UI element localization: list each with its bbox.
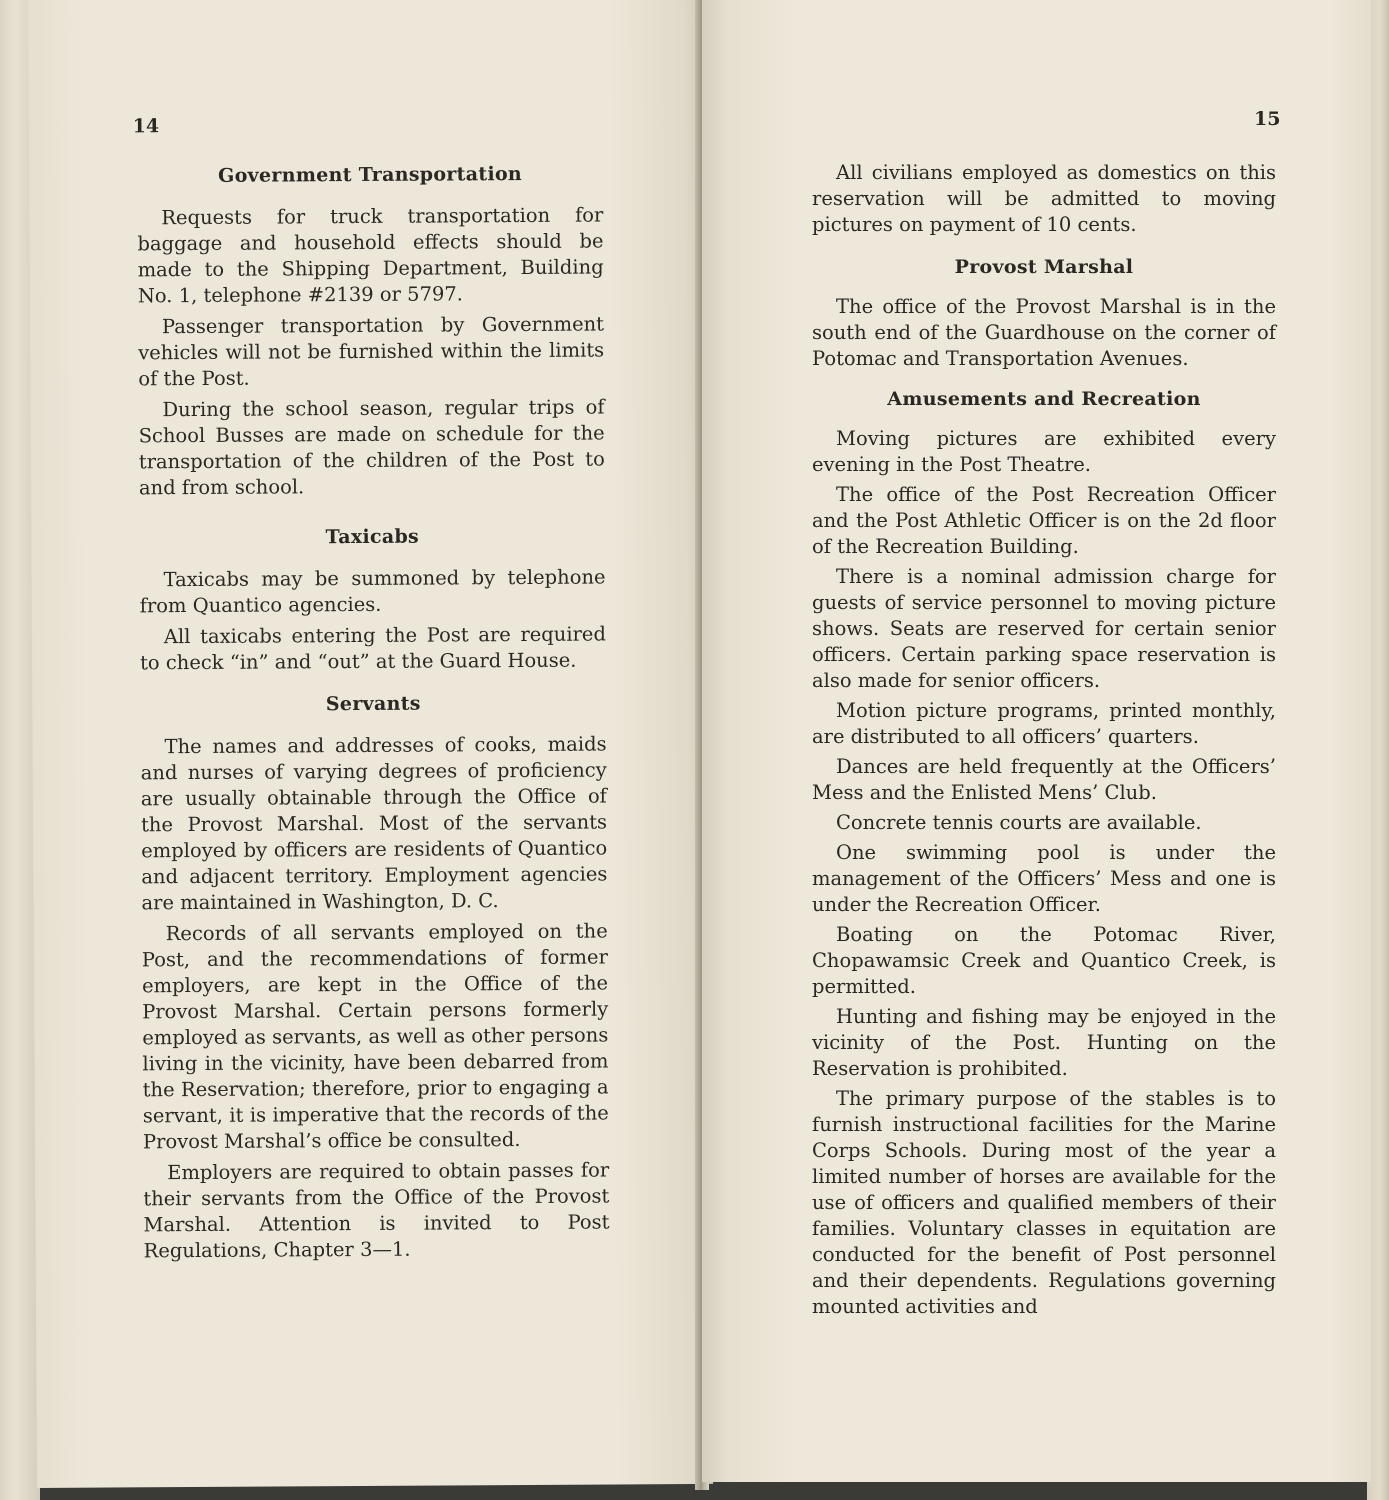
paragraph: Concrete tennis courts are available. bbox=[836, 811, 1202, 834]
paragraph: One swimming pool is under the management of the Officers’ Mess and one is under the Recreation Officer. bbox=[812, 841, 1276, 916]
left-page bbox=[28, 0, 713, 1488]
paragraph: Taxicabs may be summoned by telephone from Quantico agencies. bbox=[139, 565, 606, 618]
paragraph: During the school season, regular trips of School Busses are made on schedule for the transportation of the children of the Post to and from school. bbox=[138, 395, 605, 500]
section-heading: Government Transportation bbox=[218, 162, 523, 187]
section-heading: Amusements and Recreation bbox=[887, 388, 1201, 410]
paragraph: Motion picture programs, printed monthly, are distributed to all officers’ quarters. bbox=[812, 699, 1276, 748]
right-page-text bbox=[812, 160, 1276, 1320]
paragraph: Boating on the Potomac River, Chopawamsic Creek and Quantico Creek, is permitted. bbox=[812, 923, 1276, 998]
paragraph: All civilians employed as domestics on this reservation will be admitted to moving pictures on payment of 10 cents. bbox=[812, 161, 1276, 236]
paragraph: Employers are required to obtain passes for their servants from the Office of the Provost Marshal. Attention is invited to Post Regulations, Chapter 3—1. bbox=[143, 1158, 610, 1263]
paragraph: Records of all servants employed on the Post, and the recommendations of former employers, are kept in the Office of the Provost Marshal. Certain persons formerly employed as servants, as well as other persons living in the vicinity, have been debarred from the Reservation; therefore, prior to engaging a servant, it is imperative that the records of the Provost Marshal’s office be consulted. bbox=[141, 919, 609, 1154]
paragraph: Passenger transportation by Government vehicles will not be furnished within the limits of the Post. bbox=[138, 312, 605, 391]
paragraph: Moving pictures are exhibited every evening in the Post Theatre. bbox=[812, 427, 1276, 476]
page-number: 14 bbox=[132, 115, 160, 138]
page-number: 15 bbox=[1254, 108, 1281, 130]
paragraph: There is a nominal admission charge for guests of service personnel to moving picture shows. Seats are reserved for certain senior officers. Certain parking space reservation is also made for senior officers. bbox=[812, 565, 1276, 692]
paragraph: Dances are held frequently at the Officers’ Mess and the Enlisted Mens’ Club. bbox=[812, 755, 1276, 804]
section-heading: Provost Marshal bbox=[954, 256, 1134, 278]
paragraph: All taxicabs entering the Post are required to check “in” and “out” at the Guard House. bbox=[139, 622, 606, 675]
paragraph: The primary purpose of the stables is to furnish instructional facilities for the Marine Corps Schools. During most of the year a limited number of horses are available for the use of officers and qualified members of their families. Voluntary classes in equitation are conducted for the benefit of Post personnel and their dependents. Regulations governing mounted activities and bbox=[812, 1087, 1276, 1318]
paragraph: Requests for truck transportation for baggage and household effects should be made to the Shipping Department, Building No. 1, telephone #2139 or 5797. bbox=[137, 203, 604, 308]
section-heading: Taxicabs bbox=[325, 525, 420, 549]
paragraph: The office of the Post Recreation Officer and the Post Athletic Officer is on the 2d floor of the Recreation Building. bbox=[812, 483, 1276, 558]
paragraph: The names and addresses of cooks, maids and nurses of varying degrees of proficiency are usually obtainable through the Office of the Provost Marshal. Most of the servants employed by officers are residents of Quantico and adjacent territory. Employment agencies are maintained in Washington, D. C. bbox=[140, 732, 608, 915]
section-heading: Servants bbox=[325, 692, 421, 716]
paragraph: The office of the Provost Marshal is in the south end of the Guardhouse on the corner of Potomac and Transportation Avenues. bbox=[812, 295, 1276, 370]
left-page-text bbox=[137, 162, 610, 1264]
paragraph: Hunting and fishing may be enjoyed in the vicinity of the Post. Hunting on the Reservation is prohibited. bbox=[812, 1005, 1276, 1080]
right-page bbox=[702, 0, 1371, 1482]
